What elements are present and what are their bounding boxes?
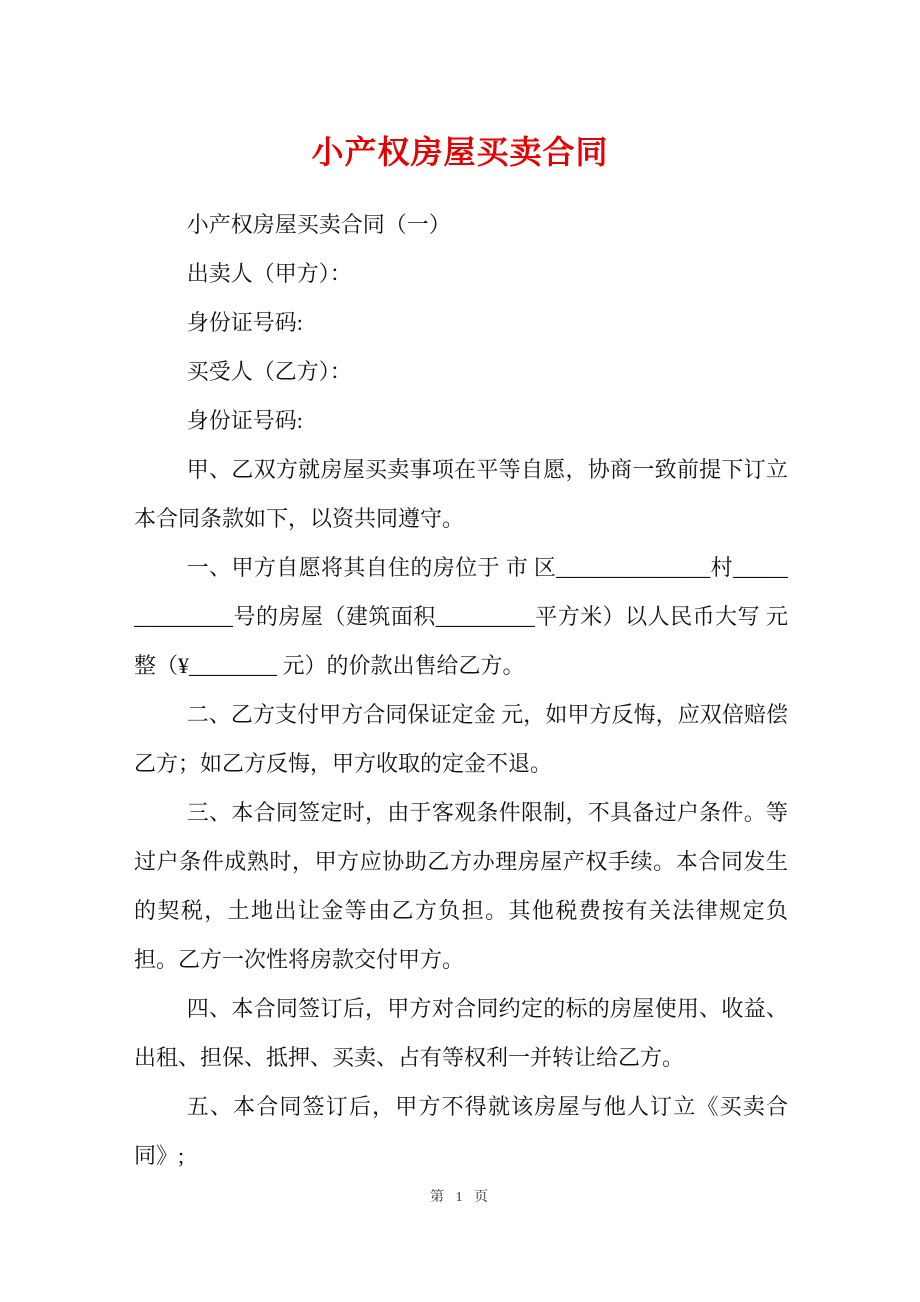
page-footer-suffix: 页	[474, 1190, 490, 1205]
paragraph: 五、本合同签订后，甲方不得就该房屋与他人订立《买卖合同》;	[134, 1094, 788, 1168]
paragraph: 二、乙方支付甲方合同保证定金 元，如甲方反悔，应双倍赔偿乙方；如乙方反悔，甲方收取的定金不退。	[134, 702, 788, 776]
paragraph: 三、本合同签定时，由于客观条件限制，不具备过户条件。等过户条件成熟时，甲方应协助乙方办理房屋产权手续。本合同发生的契税，土地出让金等由乙方负担。其他税费按有关法律规定负担。乙方一次性将房款交付甲方。	[134, 800, 788, 972]
paragraph: 小产权房屋买卖合同（一）	[186, 212, 451, 237]
page-footer	[0, 1186, 920, 1206]
document-body	[134, 200, 788, 1180]
page-footer-prefix: 第	[430, 1190, 446, 1205]
page-number: 1	[455, 1190, 465, 1205]
document-title: 小产权房屋买卖合同	[311, 134, 609, 170]
paragraph: 身份证号码:	[186, 310, 303, 335]
paragraph: 甲、乙双方就房屋买卖事项在平等自愿，协商一致前提下订立本合同条款如下，以资共同遵守。	[134, 457, 788, 531]
paragraph: 身份证号码:	[186, 408, 303, 433]
paragraph: 一、甲方自愿将其自住的房位于 市 区______________村______________号的房屋（建筑面积_________平方米）以人民币大写 元整（¥________ 元）的价款出售给乙方。	[134, 555, 788, 678]
paragraph: 买受人（乙方）：	[186, 359, 352, 384]
paragraph: 四、本合同签订后，甲方对合同约定的标的房屋使用、收益、出租、担保、抵押、买卖、占有等权利一并转让给乙方。	[134, 996, 788, 1070]
paragraph: 出卖人（甲方）：	[186, 261, 352, 286]
